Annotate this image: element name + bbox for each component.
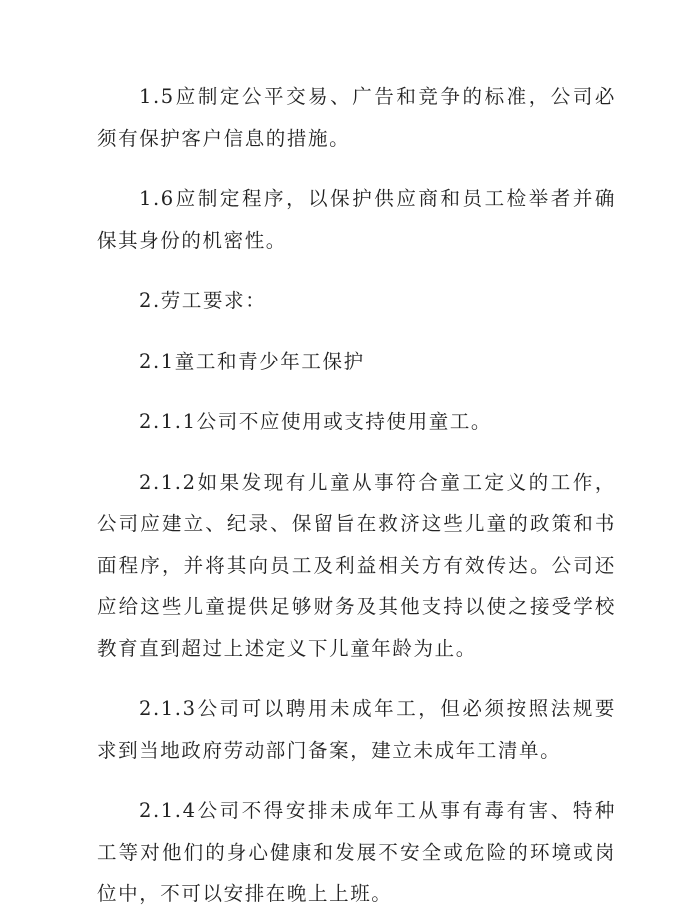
paragraph-2-1-1: 2.1.1公司不应使用或支持使用童工。 — [139, 410, 493, 433]
paragraph-2-1-2: 2.1.2如果发现有儿童从事符合童工定义的工作，公司应建立、纪录、保留旨在救济这些儿童的政策和书面程序，并将其向员工及利益相关方有效传达。公司还应给这些儿童提供足够财务及其他支持以使之接受学校教育直到超过上述定义下儿童年龄为止。 — [97, 470, 616, 660]
subsection-heading-child-labor: 2.1童工和青少年工保护 — [139, 349, 365, 373]
paragraph-1-5: 1.5应制定公平交易、广告和竞争的标准，公司必须有保护客户信息的措施。 — [97, 85, 616, 150]
paragraph-1-6: 1.6应制定程序，以保护供应商和员工检举者并确保其身份的机密性。 — [97, 187, 616, 252]
section-heading-labor-requirements: 2.劳工要求： — [139, 289, 267, 312]
paragraph-2-1-4: 2.1.4公司不得安排未成年工从事有毒有害、特种工等对他们的身心健康和发展不安全或危险的环境或岗位中，不可以安排在晚上上班。 — [97, 799, 616, 905]
paragraph-2-1-3: 2.1.3公司可以聘用未成年工，但必须按照法规要求到当地政府劳动部门备案，建立未成年工清单。 — [97, 697, 616, 762]
